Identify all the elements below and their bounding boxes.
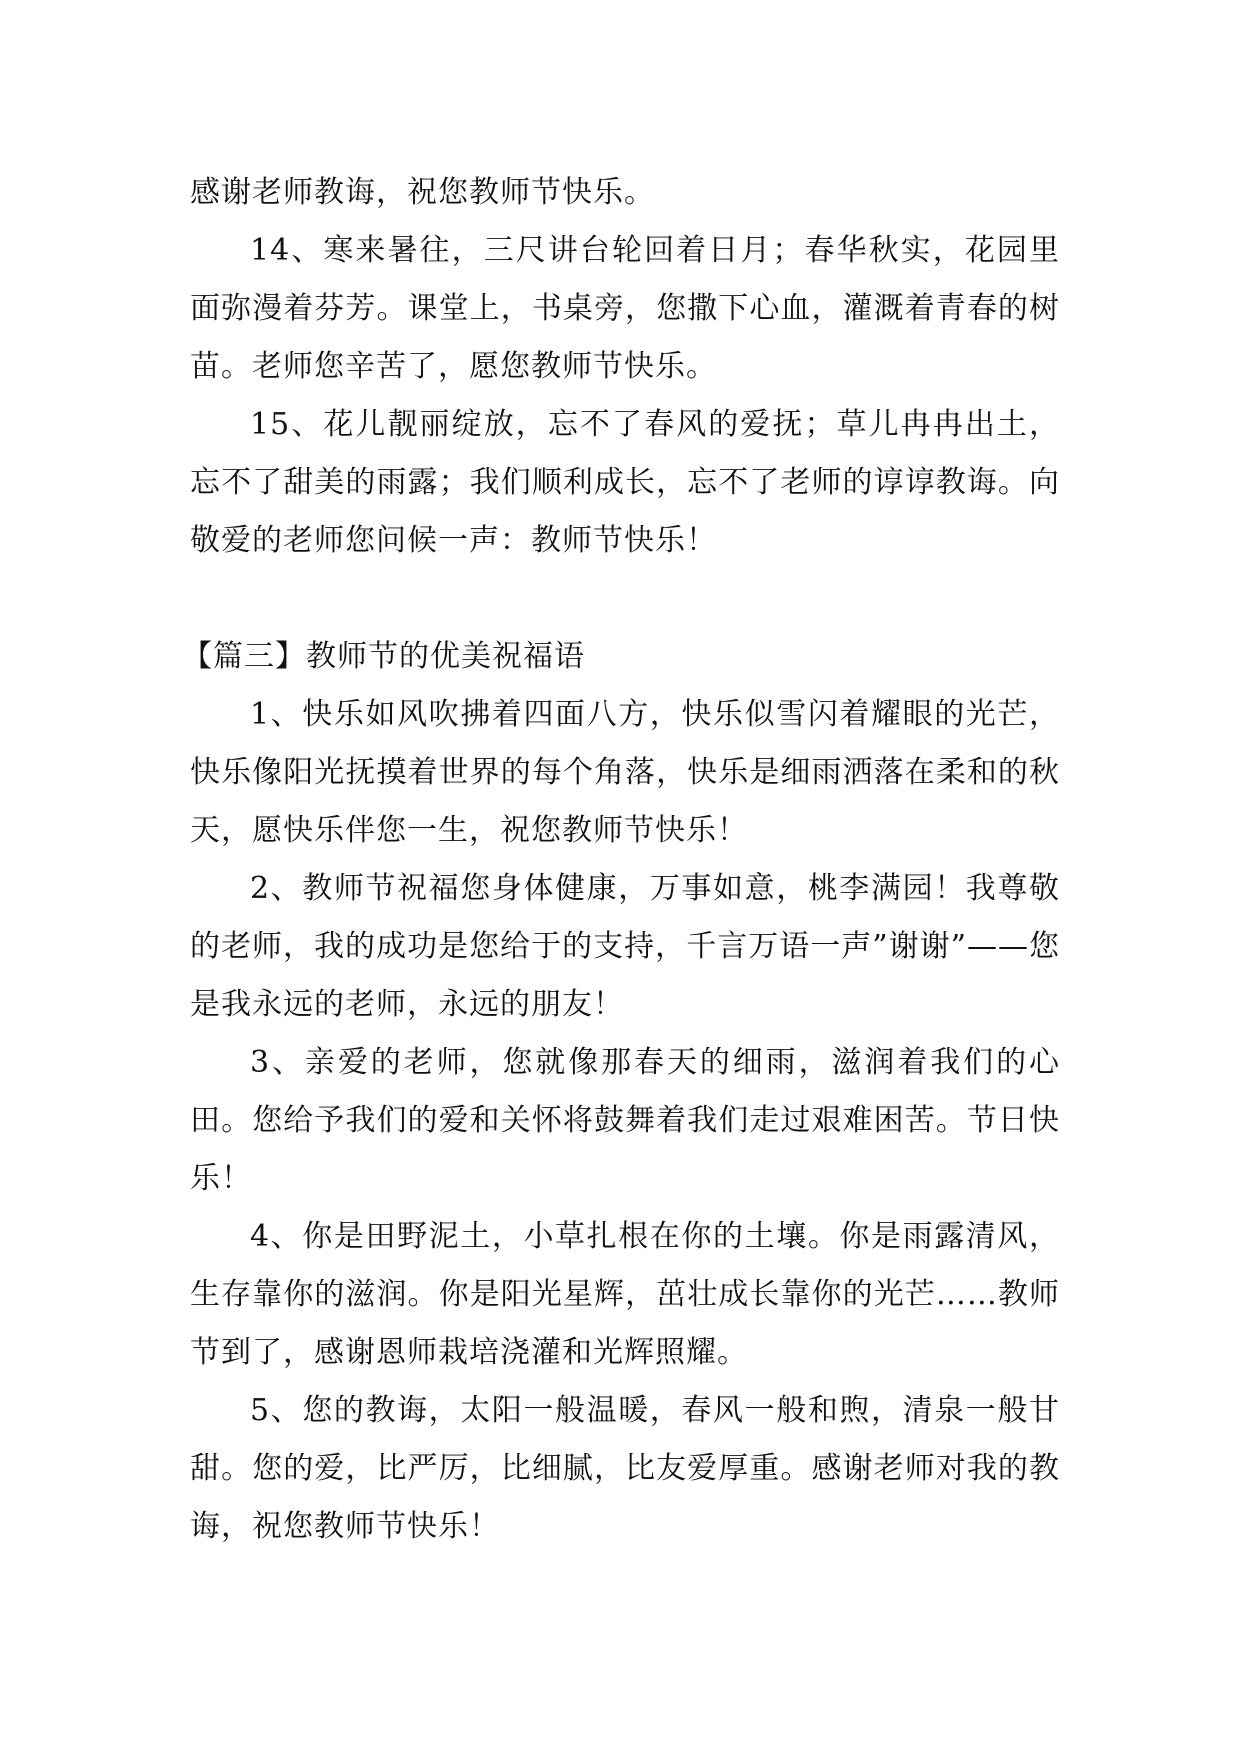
paragraph-item-3: 3、亲爱的老师，您就像那春天的细雨，滋润着我们的心田。您给予我们的爱和关怀将鼓舞着我们走过艰难困苦。节日快乐！	[190, 1045, 1060, 1196]
paragraph-item-15: 15、花儿靓丽绽放，忘不了春风的爱抚；草儿冉冉出土，忘不了甜美的雨露；我们顺利成长，忘不了老师的谆谆教诲。向敬爱的老师您问候一声：教师节快乐！	[190, 407, 1060, 558]
section-heading: 【篇三】教师节的优美祝福语	[182, 639, 585, 674]
paragraph-item-4: 4、你是田野泥土，小草扎根在你的土壤。你是雨露清风，生存靠你的滋润。你是阳光星辉，茁壮成长靠你的光芒……教师节到了，感谢恩师栽培浇灌和光辉照耀。	[190, 1219, 1060, 1370]
paragraph-item-1: 1、快乐如风吹拂着四面八方，快乐似雪闪着耀眼的光芒，快乐像阳光抚摸着世界的每个角落，快乐是细雨洒落在柔和的秋天，愿快乐伴您一生，祝您教师节快乐！	[190, 697, 1060, 848]
paragraph-item-5: 5、您的教诲，太阳一般温暖，春风一般和煦，清泉一般甘甜。您的爱，比严厉，比细腻，比友爱厚重。感谢老师对我的教诲，祝您教师节快乐！	[190, 1393, 1060, 1544]
paragraph-item-2: 2、教师节祝福您身体健康，万事如意，桃李满园！我尊敬的老师，我的成功是您给于的支持，千言万语一声”谢谢”——您是我永远的老师，永远的朋友！	[190, 871, 1060, 1022]
paragraph-continuation: 感谢老师教诲，祝您教师节快乐。	[190, 175, 655, 210]
document-body	[182, 164, 1060, 1556]
paragraph-item-14: 14、寒来暑往，三尺讲台轮回着日月；春华秋实，花园里面弥漫着芬芳。课堂上，书桌旁，您撒下心血，灌溉着青春的树苗。老师您辛苦了，愿您教师节快乐。	[190, 233, 1060, 384]
